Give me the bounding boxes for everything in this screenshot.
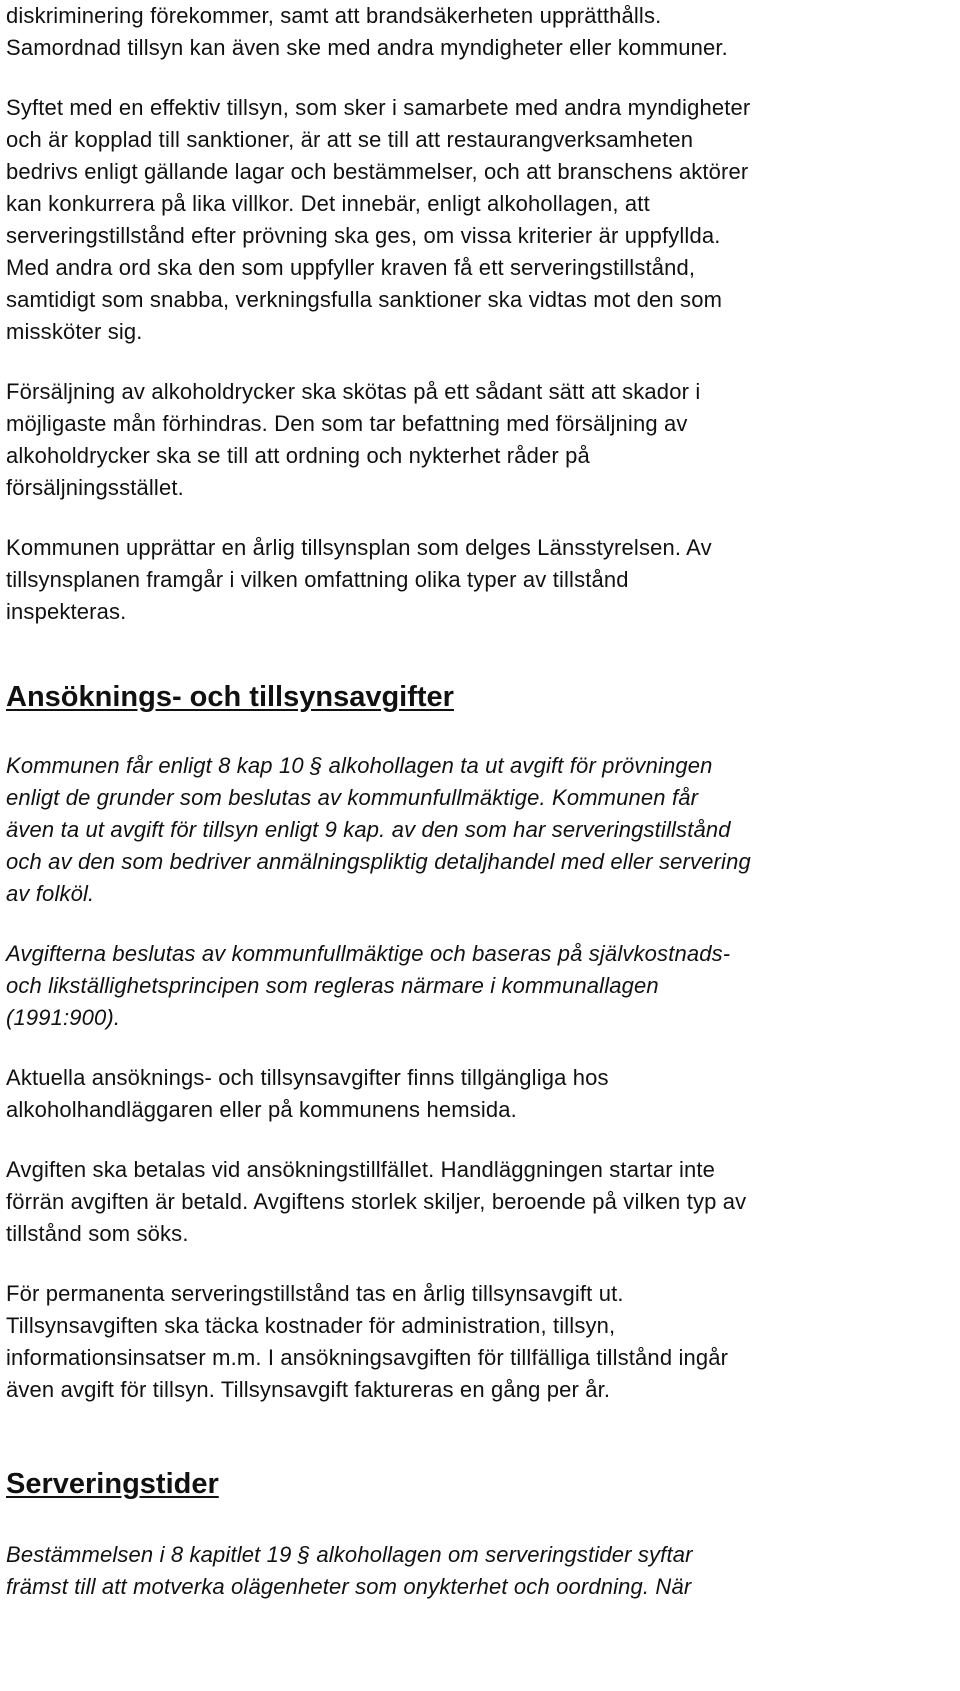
- text-line: Med andra ord ska den som uppfyller kraven få ett serveringstillstånd,: [6, 255, 696, 280]
- intro-paragraph: [6, 0, 956, 64]
- text-line: Försäljning av alkoholdrycker ska skötas på ett sådant sätt att skador i: [6, 379, 701, 404]
- paragraph-spacer: [6, 1250, 956, 1278]
- plan-paragraph: [6, 532, 956, 628]
- section-spacer: [6, 628, 956, 677]
- text-line: även avgift för tillsyn. Tillsynsavgift faktureras en gång per år.: [6, 1377, 611, 1402]
- paragraph-spacer: [6, 348, 956, 376]
- text-line: Tillsynsavgiften ska täcka kostnader för administration, tillsyn,: [6, 1313, 616, 1338]
- text-line: Bestämmelsen i 8 kapitlet 19 § alkohollagen om serveringstider syftar: [6, 1542, 693, 1567]
- hours-paragraph: [6, 1539, 956, 1603]
- section-spacer: [6, 717, 956, 750]
- text-line: förrän avgiften är betald. Avgiftens storlek skiljer, beroende på vilken typ av: [6, 1189, 747, 1214]
- paragraph-spacer: [6, 1034, 956, 1062]
- text-line: Samordnad tillsyn kan även ske med andra myndigheter eller kommuner.: [6, 35, 728, 60]
- text-line: Avgifterna beslutas av kommunfullmäktige och baseras på självkostnads-: [6, 941, 731, 966]
- text-line: försäljningsstället.: [6, 475, 184, 500]
- text-line: serveringstillstånd efter prövning ska ges, om vissa kriterier är uppfyllda.: [6, 223, 721, 248]
- section-heading-hours: Serveringstider: [6, 1468, 219, 1500]
- fees-current-paragraph: [6, 1062, 956, 1126]
- text-line: missköter sig.: [6, 319, 143, 344]
- paragraph-spacer: [6, 1126, 956, 1154]
- paragraph-spacer: [6, 504, 956, 532]
- fees-law-paragraph: [6, 750, 956, 910]
- text-line: Kommunen får enligt 8 kap 10 § alkohollagen ta ut avgift för prövningen: [6, 753, 713, 778]
- text-line: tillsynsplanen framgår i vilken omfattning olika typer av tillstånd: [6, 567, 629, 592]
- text-line: alkoholdrycker ska se till att ordning och nykterhet råder på: [6, 443, 590, 468]
- text-line: även ta ut avgift för tillsyn enligt 9 kap. av den som har serveringstillstånd: [6, 817, 731, 842]
- text-line: diskriminering förekommer, samt att brandsäkerheten upprätthålls.: [6, 3, 662, 28]
- paragraph-spacer: [6, 64, 956, 92]
- text-line: kan konkurrera på lika villkor. Det innebär, enligt alkohollagen, att: [6, 191, 650, 216]
- section-heading-fees: Ansöknings- och tillsynsavgifter: [6, 681, 454, 713]
- text-line: Kommunen upprättar en årlig tillsynsplan som delges Länsstyrelsen. Av: [6, 535, 712, 560]
- fees-basis-paragraph: [6, 938, 956, 1034]
- sales-paragraph: [6, 376, 956, 504]
- text-line: samtidigt som snabba, verkningsfulla sanktioner ska vidtas mot den som: [6, 287, 723, 312]
- text-line: Aktuella ansöknings- och tillsynsavgifter finns tillgängliga hos: [6, 1065, 609, 1090]
- text-line: och likställighetsprincipen som regleras närmare i kommunallagen: [6, 973, 659, 998]
- fees-annual-paragraph: [6, 1278, 956, 1406]
- section-spacer: [6, 1504, 956, 1539]
- section-spacer: [6, 1406, 956, 1464]
- text-line: av folköl.: [6, 881, 95, 906]
- text-line: och av den som bedriver anmälningspliktig detaljhandel med eller servering: [6, 849, 751, 874]
- text-line: alkoholhandläggaren eller på kommunens hemsida.: [6, 1097, 517, 1122]
- text-line: Syftet med en effektiv tillsyn, som sker i samarbete med andra myndigheter: [6, 95, 751, 120]
- fees-payment-paragraph: [6, 1154, 956, 1250]
- text-line: inspekteras.: [6, 599, 127, 624]
- document-page: [6, 0, 956, 1603]
- text-line: enligt de grunder som beslutas av kommunfullmäktige. Kommunen får: [6, 785, 699, 810]
- text-line: tillstånd som söks.: [6, 1221, 189, 1246]
- text-line: Avgiften ska betalas vid ansökningstillfället. Handläggningen startar inte: [6, 1157, 716, 1182]
- text-line: bedrivs enligt gällande lagar och bestämmelser, och att branschens aktörer: [6, 159, 749, 184]
- text-line: möjligaste mån förhindras. Den som tar befattning med försäljning av: [6, 411, 688, 436]
- text-line: och är kopplad till sanktioner, är att se till att restaurangverksamheten: [6, 127, 694, 152]
- text-line: informationsinsatser m.m. I ansökningsavgiften för tillfälliga tillstånd ingår: [6, 1345, 729, 1370]
- text-line: (1991:900).: [6, 1005, 121, 1030]
- purpose-paragraph: [6, 92, 956, 348]
- text-line: För permanenta serveringstillstånd tas en årlig tillsynsavgift ut.: [6, 1281, 624, 1306]
- text-line: främst till att motverka olägenheter som onykterhet och oordning. När: [6, 1574, 692, 1599]
- paragraph-spacer: [6, 910, 956, 938]
